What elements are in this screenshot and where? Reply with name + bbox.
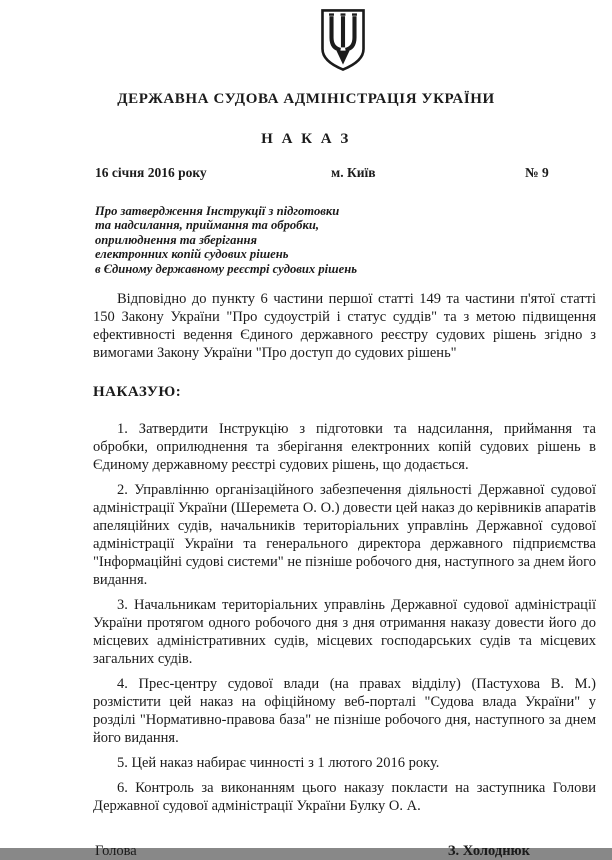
order-word: НАКАЗУЮ: — [93, 384, 182, 401]
document-type-title: Н А К А З — [261, 131, 351, 147]
subject-line: електронних копій судових рішень — [95, 247, 289, 262]
signature-row — [0, 843, 612, 860]
preamble-paragraph: Відповідно до пункту 6 частини першої статті 149 та частини п'ятої статті 150 Закону України "Про судоустрій і статус суддів" та з метою підвищення ефективності ведення Єдиного державного реєстру судових рішень згідно з вимогами Закону України "Про доступ до судових рішень" — [93, 291, 596, 362]
order-item-4: 4. Прес-центру судової влади (на правах відділу) (Пастухова В. М.) розмістити цей наказ на офіційному веб-порталі "Судова влада України" у розділі "Нормативно-правова база" не пізніше робочого дня, наступного за днем його видання. — [93, 676, 596, 747]
subject-line: в Єдиному державному реєстрі судових рішень — [95, 261, 357, 276]
subject-block — [95, 204, 425, 276]
subject-line: та надсилання, приймання та обробки, — [95, 218, 319, 233]
document-number: № 9 — [525, 165, 549, 180]
issue-city: м. Київ — [331, 165, 376, 180]
ukraine-trident-emblem-icon — [318, 8, 368, 72]
order-item-2: 2. Управлінню організаційного забезпечення діяльності Державної судової адміністрації України (Шеремета О. О.) довести цей наказ до керівників апаратів апеляційних судів, начальників територіальних управлінь Державної судової адміністрації України та генерального директора державного підприємства "Інформаційні судові системи" не пізніше робочого дня, наступного за днем його видання. — [93, 482, 596, 589]
subject-line: оприлюднення та зберігання — [95, 232, 257, 247]
emblem-row — [0, 0, 612, 74]
subject-line: Про затвердження Інструкції з підготовки — [95, 204, 340, 218]
order-item-5: 5. Цей наказ набирає чинності з 1 лютого 2016 року. — [117, 755, 440, 772]
order-item-1: 1. Затвердити Інструкцію з підготовки та надсилання, приймання та обробки, оприлюднення та зберігання електронних копій судових рішень в Єдиному державному реєстрі судових рішень, що додається. — [93, 421, 596, 474]
organization-name: ДЕРЖАВНА СУДОВА АДМІНІСТРАЦІЯ УКРАЇНИ — [117, 91, 495, 107]
document-body — [0, 290, 612, 815]
issue-date: 16 січня 2016 року — [95, 165, 207, 180]
order-item-3: 3. Начальникам територіальних управлінь Державної судової адміністрації України протягом одного робочого дня з дня отримання наказу довести його до місцевих адміністративних судів, місцевих господарських судів та місцевих загальних судів. — [93, 597, 596, 668]
date-line — [0, 165, 612, 183]
signer-title: Голова — [95, 843, 137, 860]
signer-name: З. Холоднюк — [447, 843, 530, 860]
order-item-6: 6. Контроль за виконанням цього наказу покласти на заступника Голови Державної судової адміністрації України Булку О. А. — [93, 780, 596, 815]
